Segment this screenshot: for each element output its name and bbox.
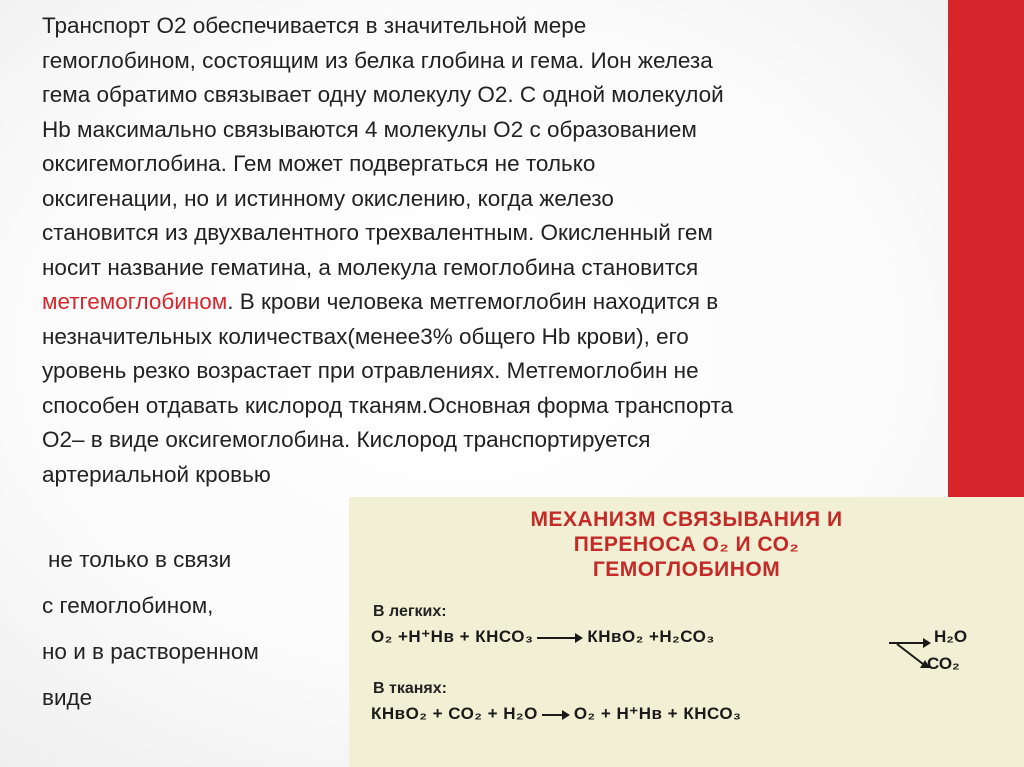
paragraph-line: Hb максимально связываются 4 молекулы О2 с образованием [42, 116, 697, 142]
paragraph-line: Транспорт О2 обеспечивается в значительной мере [42, 13, 587, 38]
tail-line: с гемоглобином, [42, 593, 214, 618]
paragraph-line: оксигенации, но и истинному окислению, когда железо [42, 185, 614, 211]
figure-title-line: ГЕМОГЛОБИНОМ [592, 558, 781, 581]
accent-band [948, 0, 1024, 497]
figure-title-line: МЕХАНИЗМ СВЯЗЫВАНИЯ И [530, 508, 843, 531]
paragraph-line: уровень резко возрастает при отравлениях. Метгемоглобин не [42, 358, 699, 383]
paragraph-line: незначительных количествах(менее3% общего Hb крови), его [42, 323, 689, 349]
paragraph-line: оксигемоглобина. Гем может подвергаться не только [42, 151, 596, 176]
tissues-label: В тканях: [373, 680, 447, 697]
lungs-product-water: Н₂О [934, 627, 968, 646]
arrow-icon [542, 710, 570, 720]
lungs-equation-right: КНвО₂ +Н₂СО₃ [587, 627, 715, 646]
arrow-icon [537, 633, 583, 643]
tissues-equation-right: О₂ + Н⁺Нв + КНСО₃ [573, 704, 742, 723]
tissues-equation [371, 704, 741, 724]
paragraph-line: гема обратимо связывает одну молекулу О2. С одной молекулой [42, 82, 724, 107]
tissues-equation-left: КНвО₂ + СО₂ + Н₂О [371, 704, 538, 723]
figure-title [349, 507, 1024, 582]
lungs-label: В легких: [373, 603, 447, 620]
paragraph-line: О2– в виде оксигемоглобина. Кислород транспортируется [42, 427, 651, 452]
tail-line [42, 491, 259, 537]
tail-line: но и в растворенном [42, 639, 259, 664]
figure-title-line: ПЕРЕНОСА О₂ И СО₂ [573, 533, 800, 556]
lungs-equation-left: О₂ +Н⁺Нв + КНСО₃ [371, 627, 534, 646]
lungs-equation [371, 627, 715, 647]
paragraph-line-highlight [42, 285, 938, 320]
paragraph-line: становится из двухвалентного трехвалентным. Окисленный гем [42, 220, 713, 245]
paragraph-line: гемоглобином, состоящим из белка глобина и гема. Ион железа [42, 47, 713, 73]
paragraph-line-rest: . В крови человека метгемоглобин находится в [227, 289, 719, 314]
main-paragraph [42, 9, 938, 492]
paragraph-tail [42, 491, 259, 721]
tail-line: не только в связи [48, 547, 232, 572]
paragraph-line: способен отдавать кислород тканям.Основная форма транспорта [42, 392, 734, 418]
highlighted-term: метгемоглобином [42, 289, 228, 314]
tail-line: виде [42, 685, 93, 710]
lungs-product-co2: СО₂ [927, 654, 960, 673]
paragraph-line: артериальной кровью [42, 461, 271, 487]
reaction-figure [349, 497, 1024, 767]
paragraph-line: носит название гематина, а молекула гемоглобина становится [42, 254, 699, 280]
